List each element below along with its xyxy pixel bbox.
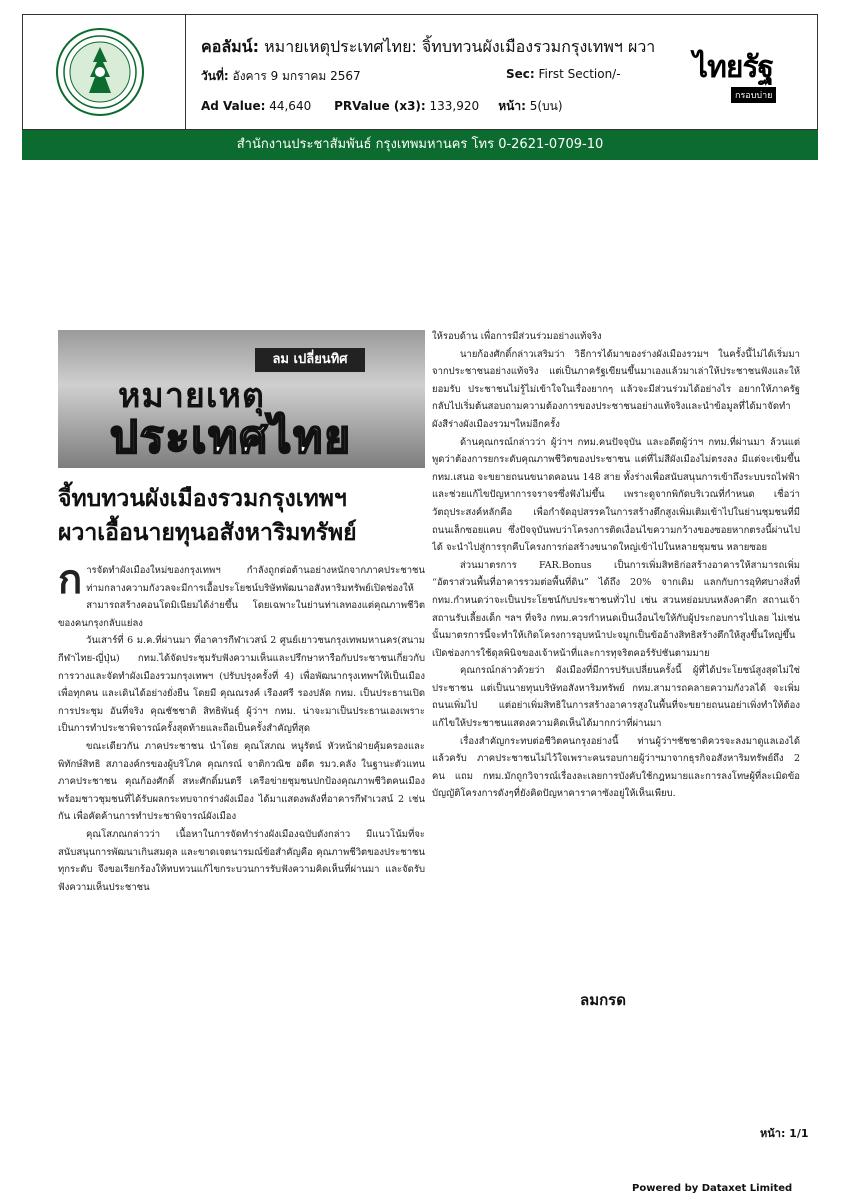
ad-label: Ad Value: bbox=[201, 99, 266, 113]
drop-cap: ก bbox=[58, 562, 83, 603]
pr-label: PRValue (x3): bbox=[334, 99, 426, 113]
sec-label: Sec: bbox=[506, 67, 535, 81]
logo-box bbox=[23, 15, 186, 130]
date-value: อังคาร 9 มกราคม 2567 bbox=[232, 69, 361, 83]
paragraph: คุณโสภณกล่าวว่า เนื้อหาในการจัดทำร่างผังเมืองฉบับดังกล่าว มีแนวโน้มที่จะ สนับสนุนการพัฒนาเกินสมดุล และขาดเจตนารมณ์ข้อสำคัญคือ คุณภาพชีวิตของประชาชนทุกระดับ จึงขอเรียกร้องให้ทบทวนแก้ไขกระบวนการรับฟังความคิดเห็นที่ผ่านมา และจัดรับฟังความเห็นประชาชน bbox=[58, 828, 425, 893]
paragraph: ด้านคุณกรณ์กล่าวว่า ผู้ว่าฯ กทม.คนปัจจุบัน และอดีตผู้ว่าฯ กทม.ที่ผ่านมา ล้วนแต่พูดว่าต้องการยกระดับคุณภาพชีวิตของประชาชน แต่ที่ไม่สีผังเมืองไม่ตรงลง มีแต่จะเข้มขึ้น กทม.เสนอ จะขยายถนนขนาดคอนน 148 สาย ทั้งร่างเพื่อสนับสนุนการเข้าถึงระบบรถไฟฟ้าและช่วยแก้ไขปัญหาการจราจรซึ่งฟังไม่ขึ้น เพราะดูจากพิกัดบริเวณที่กำหนด เชื่อว่าวัตถุประสงค์หลักคือ เพื่อกำจัดอุปสรรคในการสร้างตึกสูงเพิ่มเติมเข้าไปในย่านชุมชนที่มีถนนเล็กซอยแคบ ซึ่งปัจจุบันพบว่าโครงการติดเงื่อนไขความกว้างของซอยหากตรงนี้ผ่านไปได้ จะนำไปสู่การรุกคืบโครงการก่อสร้างขนาดใหญ่เข้าไปในหลายชุมชน หลายซอย bbox=[432, 436, 800, 554]
paragraph: ขณะเดียวกัน ภาคประชาชน นำโดย คุณโสภณ หนูรัตน์ หัวหน้าฝ่ายคุ้มครองและพิทักษ์สิทธิ สภาองค์กรของผู้บริโภค คุณกรณ์ จาติกวณิช อดีต รมว.คลัง ในฐานะตัวแทนภาคประชาชน คุณก้องศักดิ์ สหะศักดิ์มนตรี เครือข่ายชุมชนปกป้องคุณภาพชีวิตคนเมือง พร้อมชาวชุมชนที่ได้รับผลกระทบจากร่างผังเมือง ได้มาแสดงพลังที่อาคารกีฬาเวสน์ 2 เช่นกัน เพื่อคัดค้านการทำประชาพิจารณ์ผังเมือง bbox=[58, 740, 425, 823]
column-line bbox=[201, 35, 671, 60]
date-label: วันที่: bbox=[201, 69, 229, 83]
powered-by: Powered by Dataxet Limited bbox=[632, 1183, 793, 1194]
banner-title-2: ประเทศไทย bbox=[110, 412, 353, 463]
paragraph: ส่วนมาตรการ FAR.Bonus เป็นการเพิ่มสิทธิก่อสร้างอาคารให้สามารถเพิ่ม “อัตราส่วนพื้นที่อาคารรวมต่อพื้นที่ดิน” ได้ถึง 20% จากเดิม แลกกับการอุทิศบางสิ่งที่ กทม.กำหนดว่าจะเป็นประโยชน์กับประชาชนทั่วไป เช่น สวนหย่อมบนหลังคาตึก สถานเจ้าสถานรับเลี้ยงเด็ก ฯลฯ ที่จริง กทม.ควรกำหนดเป็นเงื่อนไขให้กับผู้ประกอบการไปเลย ไม่เช่นนั้นมาตรการนี้จะทำให้เกิดโครงการอุบหน้าปะจมูกเป็นข้ออ้างสิทธิสร้างตึกให้สูงขึ้นใหญ่ขึ้น เปิดช่องการใช้ดุลพินิจของเจ้าหน้าที่และการทุจริตคอร์รัปชันตามมาย bbox=[432, 559, 800, 659]
column-value: หมายเหตุประเทศไทย: จิ้ทบทวนผังเมืองรวมกรุงเทพฯ ผวา bbox=[264, 37, 656, 56]
column-label: คอลัมน์: bbox=[201, 37, 259, 56]
banner-tag: ลม เปลี่ยนทิศ bbox=[255, 348, 365, 372]
value-line bbox=[201, 97, 563, 116]
clip-header bbox=[22, 14, 818, 130]
office-bar: สำนักงานประชาสัมพันธ์ กรุงเทพมหานคร โทร 0-2621-0709-10 bbox=[22, 130, 818, 160]
paragraph: คุณกรณ์กล่าวด้วยว่า ผังเมืองที่มีการปรับเปลี่ยนครั้งนี้ ผู้ที่ได้ประโยชน์สูงสุดไม่ใช่ประชาชน แต่เป็นนายทุนบริษัทอสังหาริมทรัพย์ กทม.สามารถคลายความกังวลได้ จะเพิ่มถนนเพิ่มไป แต่อย่าเพิ่มสิทธิในการสร้างอาคารสูงในพื้นที่จะขยายถนนอย่าเพิ่งทำให้ต้องแก้ไขให้ประชาชนแสดงความคิดเห็นได้มากกว่าที่ผ่านมา bbox=[432, 665, 800, 730]
paragraph: เรื่องสำคัญกระทบต่อชีวิตคนกรุงอย่างนี้ ท่านผู้ว่าฯชัชชาติควรจะลงมาดูแลเองได้แล้วครับ ภาคประชาชนไม่ไว้ใจเพราะคนรอบกายผู้ว่าฯมาจากธุรกิจอสังหาริมทรัพย์ถึง 2 คน แถม กทม.มักถูกวิจารณ์เรื่องละเลยการบังคับใช้กฎหมายและการลงโทษผู้ที่ละเมิดข้อบัญญัติโครงการดังๆที่ยังคิดปัญหาคาราคาซังอยู่ให้เห็นเพียบ. bbox=[432, 735, 800, 800]
paragraph-text: ารจัดทำผังเมืองใหม่ของกรุงเทพฯ กำลังถูกต่อต้านอย่างหนักจากภาคประชาชน ท่ามกลางความกังวลจะมีการเอื้อประโยชน์บริษัทพัฒนาอสังหาริมทรัพย์เปิดช่องให้สามารถสร้างคอนโดมิเนียมได้ง่ายขึ้น โดยเฉพาะในย่านท่าเลทองแต่คุณภาพชีวิตของคนกรุงกลับแย่ลง bbox=[58, 565, 425, 629]
page-label: หน้า: bbox=[498, 99, 526, 113]
article-headline bbox=[58, 482, 425, 550]
column-banner bbox=[58, 330, 425, 468]
banner-title-1: หมายเหตุ bbox=[118, 376, 265, 416]
paragraph: วันเสาร์ที่ 6 ม.ค.ที่ผ่านมา ที่อาคารกีฬาเวสน์ 2 ศูนย์เยาวชนกรุงเทพมหานคร(สนามกีฬาไทย-ญี่ปุ่น) กทม.ได้จัดประชุมรับฟังความเห็นและปรึกษาหารือกับประชาชนเกี่ยวกับการวางและจัดทำผังเมืองรวมกรุงเทพฯ (ปรับปรุงครั้งที่ 4) เพื่อพัฒนากรุงเทพฯให้เป็นเมืองเพื่อทุกคน และเดินได้อย่างยั่งยืน โดยมี คุณณรงค์ เรืองศรี รองปลัด กทม. เป็นประธานเปิดการประชุม อันที่จริง คุณชัชชาติ สิทธิพันธุ์ ผู้ว่าฯ กทม. น่าจะมาเป็นประธานเองเพราะเป็นการทำประชาพิจารณ์ครั้งสุดท้ายและถือเป็นครั้งสำคัญที่สุด bbox=[58, 635, 425, 735]
ad-value: 44,640 bbox=[269, 99, 312, 113]
date-line bbox=[201, 67, 361, 86]
bangkok-seal-icon bbox=[55, 27, 145, 117]
paragraph bbox=[58, 562, 425, 632]
page-value: 5(บน) bbox=[529, 99, 563, 113]
author-signoff: ลมกรด bbox=[580, 991, 626, 1009]
thairath-logo bbox=[693, 50, 798, 113]
page-footer: หน้า: 1/1 bbox=[760, 1127, 809, 1140]
publication-name: ไทยรัฐ bbox=[693, 50, 774, 85]
paragraph: นายก้องศักดิ์กล่าวเสริมว่า วิธีการได้มาของร่างผังเมืองรวมฯ ในครั้งนี้ไม่ได้เริ่มมาจากประชาชนอย่างแท้จริง แต่เป็นภาครัฐเขียนขึ้นมาเองแล้วมาเล่าให้ประชาชนฟังและให้ยอมรับ ประชาชนไม่รู้ไม่เข้าใจในเรื่องยากๆ แล้วจะมีส่วนร่วมได้อย่างไร อยากให้ภาครัฐกลับไปเริ่มต้นสอบถามความต้องการของประชาชนอย่างแท้จริงและนำข้อมูลที่ได้มาจัดทำผังสีร่างผังเมืองรวมฯใหม่อีกครั้ง bbox=[432, 348, 800, 430]
headline-line-2: ผวาเอื้อนายทุนอสังหาริมทรัพย์ bbox=[58, 519, 357, 546]
article-column-left bbox=[58, 562, 425, 1017]
paragraph: ให้รอบด้าน เพื่อการมีส่วนร่วมอย่างแท้จริง bbox=[432, 331, 602, 342]
headline-line-1: จี้ทบทวนผังเมืองรวมกรุงเทพฯ bbox=[58, 485, 347, 512]
publication-edition: กรอบบ่าย bbox=[731, 87, 776, 103]
sec-value: First Section/- bbox=[538, 67, 621, 81]
pr-value: 133,920 bbox=[429, 99, 480, 113]
article-column-right bbox=[432, 328, 800, 990]
section-line bbox=[506, 67, 621, 81]
